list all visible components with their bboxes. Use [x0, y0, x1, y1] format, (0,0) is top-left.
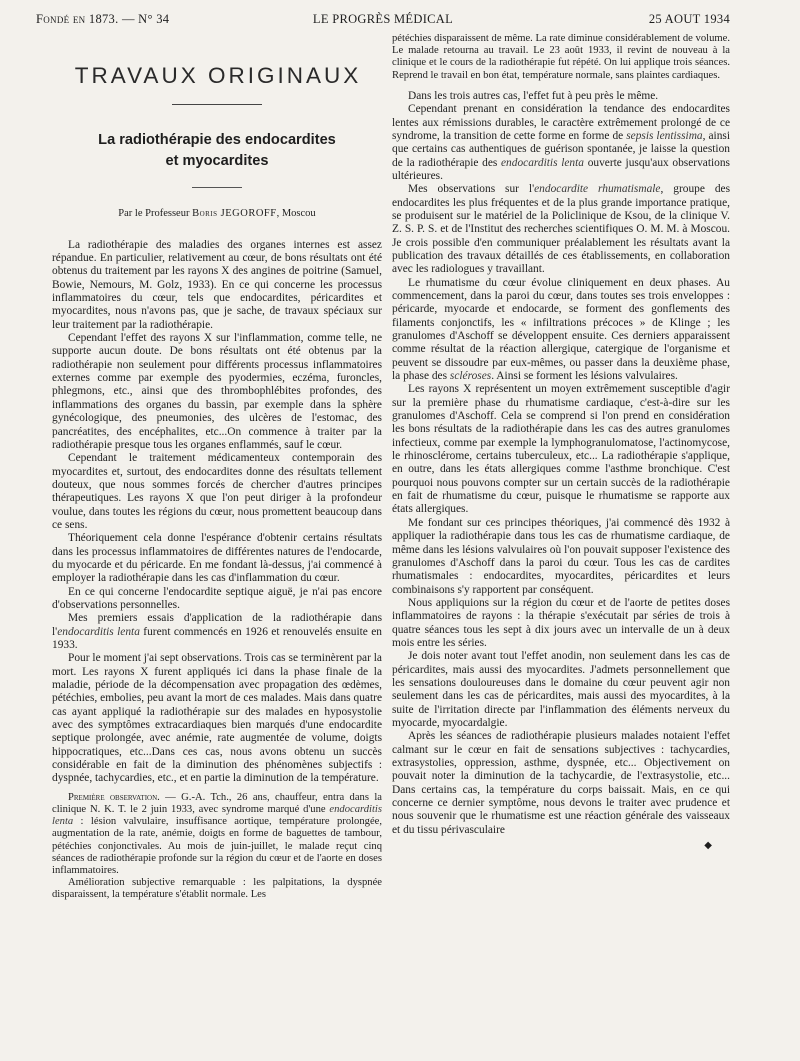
article-title-line1: La radiothérapie des endocardites	[98, 132, 336, 149]
paragraph: Les rayons X représentent un moyen extrêmement susceptible d'agir sur la première phase du rhumatisme cardiaque, c'est-à-dire sur les granulomes d'Aschoff. Cela se comprend si l'on prend en considération les bons résultats de la radiothérapie dans les cas des autres granulomes infectieux, comme par exemple la lymphogranulomatose, l'actinomycose, le rhinosclérome, certains tuberculeux, etc... La radiothérapie s'applique, en outre, dans les états allergiques comme l'asthme bronchique. C'est pourquoi nous pouvons compter sur un certain succès de la radiothérapie en fait de rhumatisme du cœur, puisque le rhumatisme se rapporte aux états allergiques.	[392, 383, 730, 516]
paragraph: En ce qui concerne l'endocardite septique aiguë, je n'ai pas encore d'observations personnelles.	[52, 585, 382, 611]
left-column	[52, 36, 382, 902]
paragraph: Me fondant sur ces principes théoriques, j'ai commencé dès 1932 à appliquer la radiothérapie dans tous les cas de rhumatisme cardiaque, de même dans les lésions valvulaires où l'on pouvait supposer l'existence des granulomes d'Aschoff dans la paroi du cœur. Tous les cas de cardites rhumatismales : endocardites, myocardites, péricardites et leurs combinaisons s'y rapportent par conséquent.	[392, 516, 730, 596]
paragraph: Après les séances de radiothérapie plusieurs malades notaient l'effet calmant sur le cœur en fait de sensations subjectives : tachycardies, extrasystolies, oppression, asthme, dyspnée, etc... Objectivement on pouvait noter la diminution de la tachycardie, de l'extrasystolie, etc... Dans certains cas, la température du corps baissait. Mais, en ce qui concerne ce dernier symptôme, nous devons le traiter avec prudence et nous souvenir que le rhumatisme est une réaction générale des vaisseaux et du tissu périvasculaire	[392, 730, 730, 836]
paragraph: Je dois noter avant tout l'effet anodin, non seulement dans les cas de péricardites, mais aussi des myocardites. J'admets personnellement que les sensations douloureuses dans le domaine du cœur peuvent agir non seulement dans les cas de péricardites, mais aussi des myocardites, à la suite de l'irritation directe par l'inflammation des éléments nerveux du myocarde, myocardalgie.	[392, 650, 730, 729]
observation-label: Première observation.	[68, 791, 160, 803]
paragraph: Cependant le traitement médicamenteux contemporain des myocardites et, surtout, des endocardites donne des résultats tellement douteux, que nous sommes forcés de chercher d'autres principes thérapeutiques. Les rayons X que l'on peut diriger à la profondeur voulue, dans toutes les régions du cœur, nous promettent beaucoup dans ce sens.	[52, 452, 382, 531]
section-rule	[172, 104, 262, 105]
paragraph: Nous appliquions sur la région du cœur et de l'aorte de petites doses inflammatoires de rayons : la thérapie s'exécutait par séries de trois à quatre séances tous les sept à dix jours avec un intervalle de un à deux mois entre les séries.	[392, 596, 730, 649]
paragraph-mes: Mes observations sur l'endocardite rhumatismale, groupe des endocardites les plus fréquentes et de la plus grande importance pratique, se produisent sur le matériel de la Policlinique de Ksou, de la clinique V. Z. S. P. S. et de l'Institut des recherches scientifiques O. M. M. à Moscou. Je crois possible d'en communiquer préalablement les résultats avant la publication des travaux détaillés de ces établissements, en collaboration avec les radiologues y travaillant.	[392, 183, 731, 276]
author-prefix: Par le Professeur	[118, 208, 193, 220]
observation-paragraph-2: Amélioration subjective remarquable : les palpitations, la dyspnée disparaissent, la température s'établit normale. Les	[52, 877, 382, 901]
right-column	[392, 33, 730, 852]
title-rule	[192, 187, 242, 188]
paragraph-essais: Mes premiers essais d'application de la radiothérapie dans l'endocarditis lenta furent commencés en 1926 et renouvelés ensuite en 1933.	[52, 612, 382, 651]
founded-label: Fondé en 1873. — N° 34	[36, 12, 170, 26]
issue-date: 25 AOUT 1934	[648, 12, 730, 26]
paragraph: Théoriquement cela donne l'espérance d'obtenir certains résultats dans les processus inflammatoires de différentes natures de l'endocarde, du myocarde et du péricarde. En me fondant là-dessus, j'ai commencé à employer la radiothérapie dans les cas d'inflammation du cœur.	[52, 532, 382, 585]
section-title: TRAVAUX ORIGINAUX	[74, 63, 362, 88]
end-diamond-icon: ◆	[704, 840, 712, 852]
paragraph: Cependant l'effet des rayons X sur l'inflammation, comme telle, ne supporte aucun doute. De bons résultats ont été obtenus par la radiothérapie non seulement pour différents processus inflammatoires externes comme par exemple des pyodermies, eczéma, furoncles, phlegmons, etc., ainsi que des thrombophlébites profondes, des inflammations des organes du bassin, par exemple dans la sphère gynécologique, des pneumonies, des ulcères de l'estomac, des pancréatites, des encéphalites, etc...On commence à traiter par la radiothérapie presque tous les organes enflammés, sauf le cœur.	[52, 332, 382, 451]
paragraph: Pour le moment j'ai sept observations. Trois cas se terminèrent par la mort. Les rayons X furent appliqués ici dans la phase finale de la maladie, période de la décompensation avec propagation des œdèmes, pétéchies, embolies, peu avant la mort de ces malades. Mais dans quatre cas ayant appliqué la radiothérapie sur des malades en hyposystolie avec des symptômes extracardiaques bien marqués d'une endocardite septique prolongée, avec anémie, rate augmentée de volume, doigts hippocratiques, etc...Dans ces cas, nous avons obtenu un succès considérable en fait de la diminution des phénomènes subjectifs : dyspnée, tachycardies, etc., et en partie la diminution de la température.	[52, 652, 382, 785]
article-title-line2: et myocardites	[165, 153, 269, 170]
paragraph-rhumatisme: Le rhumatisme du cœur évolue cliniquement en deux phases. Au commencement, dans la paroi du cœur, dans toutes ses trois enveloppes : péricarde, myocarde et endocarde, se forment des gonflements des filaments conjonctifs, les « infiltrations précoces » de Klinge ; les granulomes d'Aschoff se développent ensuite. Ces derniers apparaissent comme résultat de la réaction allergique, catergique de l'organisme et peuvent se dissoudre par eux-mêmes, ou passer dans la deuxième phase, la phase des scléroses. Ainsi se forment les lésions valvulaires.	[392, 276, 730, 383]
author-line	[52, 207, 382, 220]
paragraph-cependant: Cependant prenant en considération la tendance des endocardites lentes aux rémissions durables, le caractère extrêmement prolongé de ce syndrome, la transition de cette forme en forme de sepsis lentissima, ainsi que certains cas authentiques de guérison spontanée, je laisse la question de la radiothérapie des endocarditis lenta ouverte jusqu'aux observations ultérieures.	[392, 103, 730, 182]
author-name: Boris JEGOROFF	[192, 208, 277, 220]
observation-continued: pétéchies disparaissent de même. La rate diminue considérablement de volume. Le malade retourna au travail. Le 23 août 1933, il revint de nouveau à la clinique et le cours de la radiothérapie fut répété. On lui applique trois séances. Reprend le travail en bon état, température normale, sans plaintes cardiaques.	[392, 33, 730, 81]
observation-paragraph: Première observation. — G.-A. Tch., 26 ans, chauffeur, entra dans la clinique N. K. T. le 2 juin 1933, avec syndrome marqué d'une endocarditis lenta : lésion valvulaire, insuffisance aortique, température prolongée, augmentation de la rate, anémie, doigts en forme de baguettes de tambour, pétéchies conjonctivales. Au mois de juin-juillet, le malade reçut cinq séances de radiothérapie profonde sur la région du cœur et de l'aorte en doses inflammatoires.	[52, 791, 382, 876]
running-header	[36, 12, 730, 32]
paragraph: Dans les trois autres cas, l'effet fut à peu près le même.	[408, 89, 659, 102]
author-city: , Moscou	[276, 208, 316, 220]
paragraph: La radiothérapie des maladies des organes internes est assez répandue. En particulier, relativement au cœur, de bons résultats ont été obtenus du traitement par les rayons X des angines de poitrine (Samuel, Bowie, Nemours, M. Golz, 1933). En ce qui concerne les processus inflammatoires du cœur, tels que endocardites, péricardites et myocardites, nous n'avons pas, que je sache, de travaux spéciaux sur leur traitement par la radiothérapie.	[52, 238, 382, 331]
article-title	[52, 130, 382, 172]
journal-name: LE PROGRÈS MÉDICAL	[312, 12, 454, 26]
